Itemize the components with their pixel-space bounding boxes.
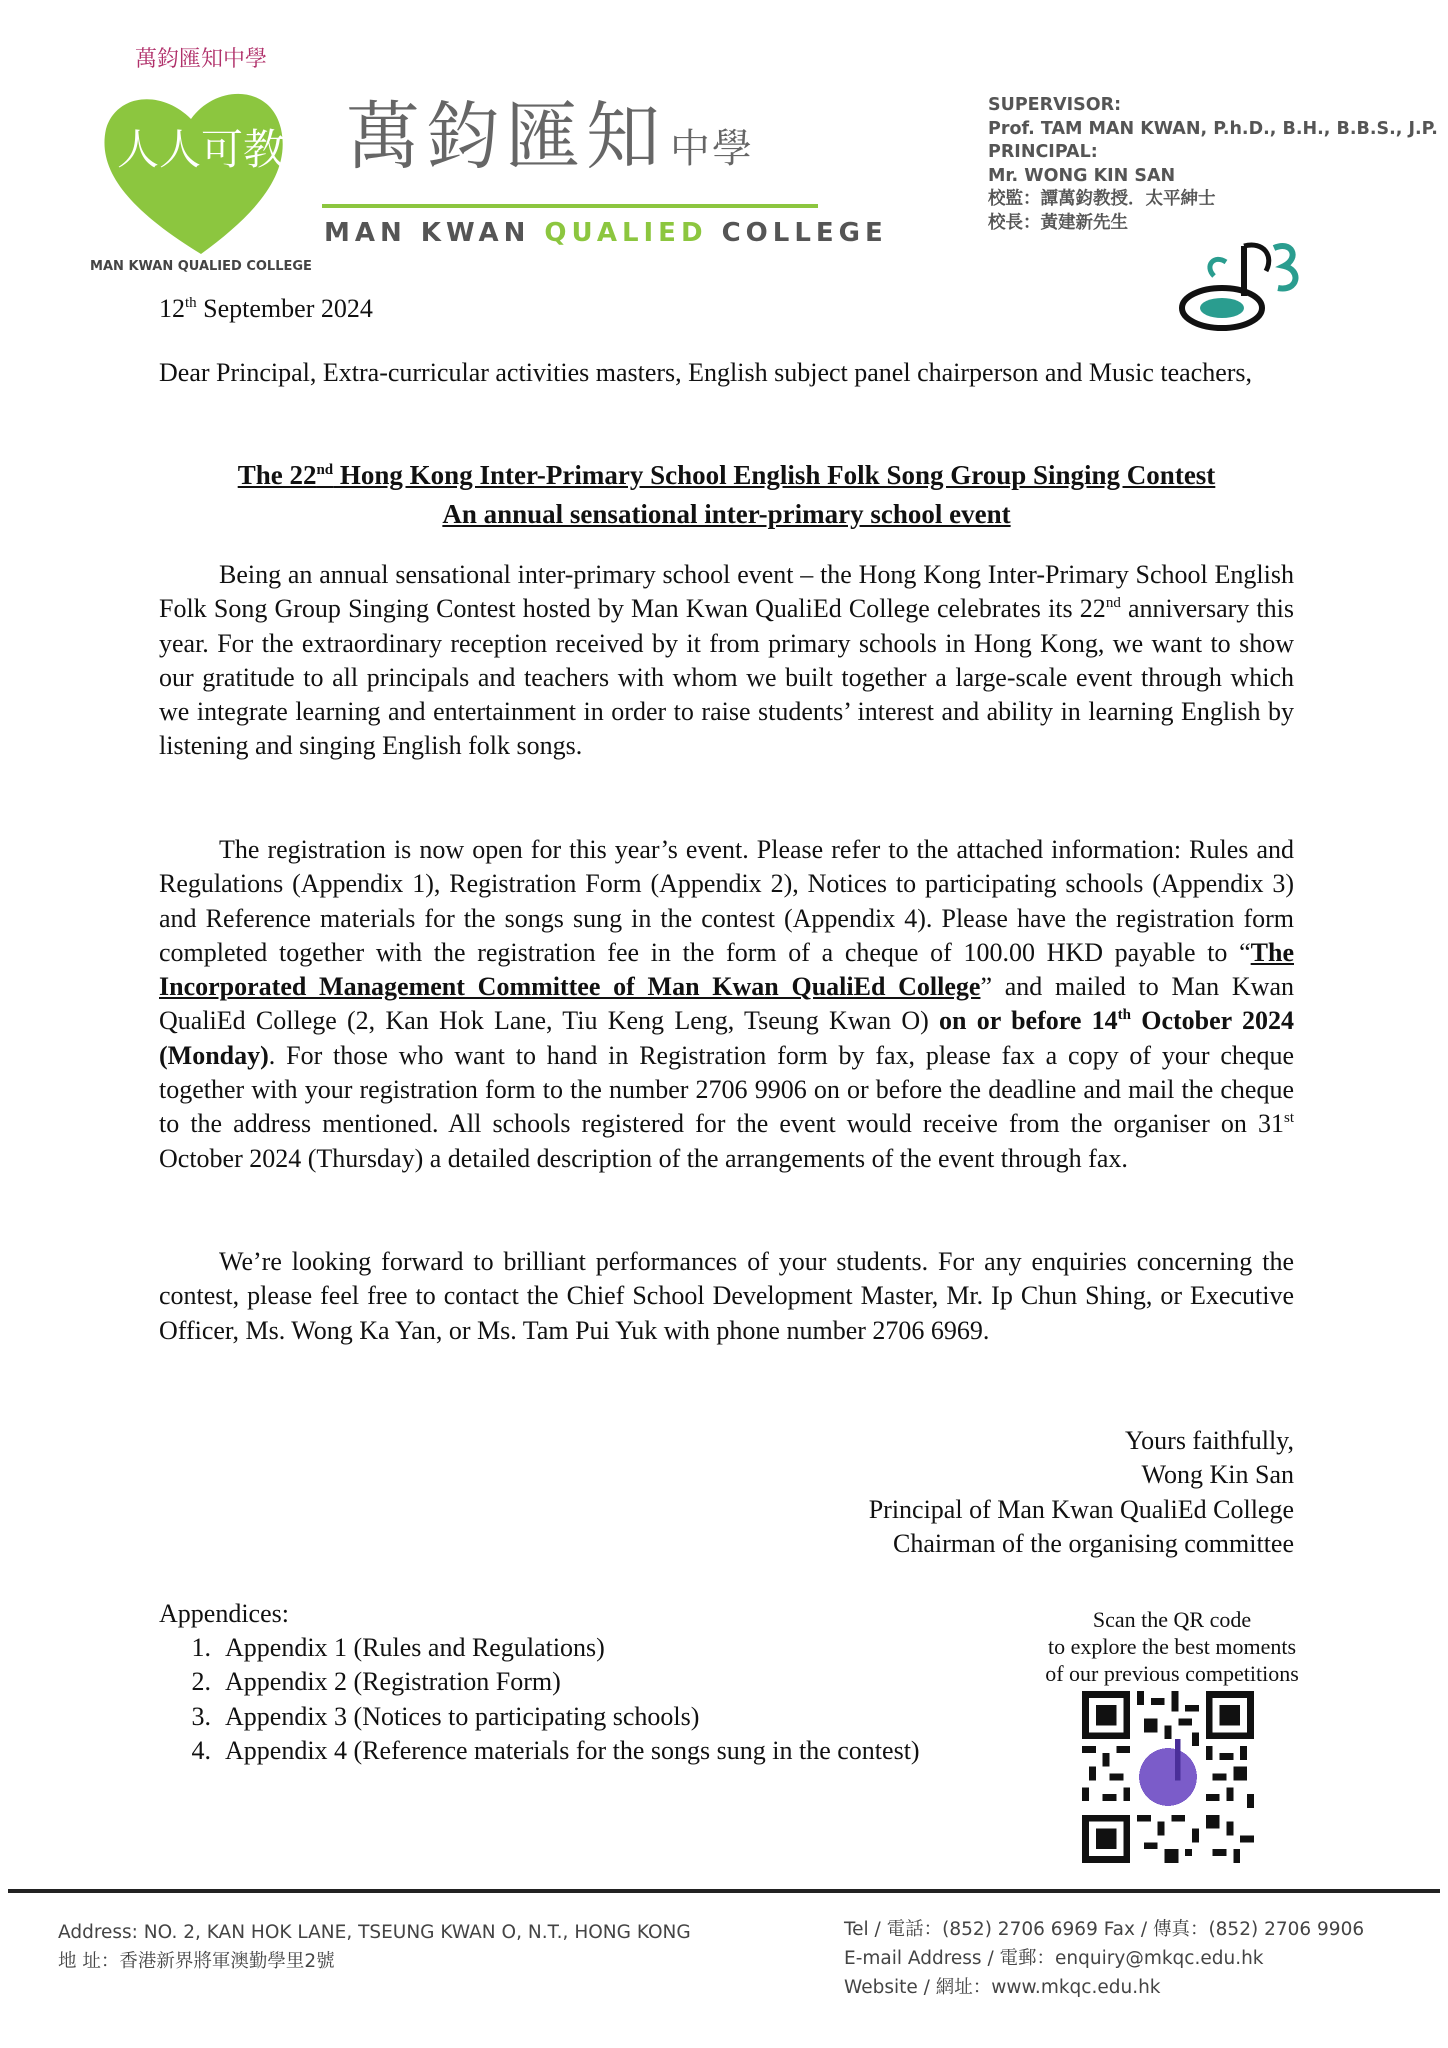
- date-day: 12: [159, 294, 185, 323]
- music-note-icon: [1174, 236, 1304, 336]
- logo-ring-english: MAN KWAN QUALIED COLLEGE: [90, 259, 312, 274]
- qr-caption: [1022, 1606, 1322, 1687]
- list-item: [159, 1631, 920, 1665]
- letter-closing: [869, 1424, 1294, 1561]
- paragraph-contact: We’re looking forward to brilliant performances of your students. For any enquiries concerning the contest, please feel free to contact the Chief School Development Master, Mr. Ip Chun Shing, or Executive Officer, Ms. Wong Ka Yan, or Ms. Tam Pui Yuk with phone number 2706 6969.: [159, 1247, 1294, 1345]
- email[interactable]: E-mail Address / 電郵：enquiry@mkqc.edu.hk: [844, 1948, 1264, 1969]
- para1-sup: nd: [1105, 595, 1121, 612]
- signatory-name: Wong Kin San: [1141, 1460, 1294, 1490]
- paragraph-registration: [159, 833, 1294, 1176]
- appendix-number: 2.: [191, 1667, 211, 1697]
- appendix-number: 1.: [191, 1633, 211, 1662]
- deadline-post: October 2024 (Monday): [159, 1006, 1294, 1070]
- qr-caption-line-3: of our previous competitions: [1045, 1661, 1299, 1686]
- qr-caption-line-1: Scan the QR code: [1092, 1607, 1252, 1632]
- para2-sup: st: [1283, 1110, 1294, 1127]
- footer-address: [58, 1918, 691, 1976]
- qr-caption-line-2: to explore the best moments: [1047, 1634, 1297, 1659]
- principal-chinese: 校長：黃建新先生: [988, 212, 1128, 233]
- school-name-english: [324, 218, 888, 248]
- signatory-role-2: Chairman of the organising committee: [893, 1528, 1294, 1558]
- school-name-chinese-suffix: 中學: [670, 126, 754, 172]
- list-item: [159, 1700, 920, 1734]
- signatory-role-1: Principal of Man Kwan QualiEd College: [868, 1494, 1294, 1524]
- appendix-text: Appendix 1 (Rules and Regulations): [225, 1633, 605, 1662]
- para2-b: ” and mailed to Man Kwan QualiEd College (2, Kan Hok Lane, Tiu Keng Leng, Tseung Kwan O): [159, 972, 1294, 1036]
- appendix-text: Appendix 4 (Reference materials for the songs sung in the contest): [225, 1735, 920, 1765]
- title1-pre: The 22: [237, 460, 317, 490]
- footer-divider: [8, 1889, 1440, 1893]
- footer-contacts: [844, 1915, 1364, 2002]
- appendices-list: [159, 1631, 920, 1768]
- principal-name: Mr. WONG KIN SAN: [988, 165, 1176, 186]
- qr-code[interactable]: [1082, 1691, 1254, 1863]
- school-name-english-highlight: QUALIED: [544, 218, 708, 248]
- school-name-chinese: [346, 94, 754, 180]
- supervisor-label: SUPERVISOR:: [988, 95, 1122, 115]
- school-logo-emblem: [66, 44, 336, 274]
- cheque-payee: The Incorporated Management Committee of Man Kwan QualiEd College: [159, 937, 1294, 1002]
- deadline-pre: on or before 14: [939, 1006, 1118, 1036]
- para2-c: . For those who want to hand in Registration form by fax, please fax a copy of your cheque together with your registration form to the number 2706 9906 on or before the deadline and mail the cheque to the address mentioned. All schools registered for the event would receive from the organiser on 31: [159, 1040, 1294, 1139]
- para2-a: The registration is now open for this year’s event. Please refer to the attached information: Rules and Regulations (Appendix 1), Registration Form (Appendix 2), Notices to participating schools (Appendix 3) and Reference materials for the songs sung in the contest (Appendix 4). Please have the registration form completed together with the registration fee in the form of a cheque of 100.00 HKD payable to “: [159, 835, 1294, 967]
- address-chinese: 地 址：香港新界將軍澳勤學里2號: [58, 1951, 335, 1972]
- school-name-english-suffix: COLLEGE: [707, 218, 888, 248]
- date-rest: September 2024: [196, 294, 373, 323]
- appendices-heading: Appendices:: [159, 1599, 289, 1628]
- list-item: [159, 1665, 920, 1699]
- title1-sup: nd: [316, 462, 334, 478]
- tel-fax: Tel / 電話：(852) 2706 6969 Fax / 傳真：(852) 2706 9906: [844, 1919, 1365, 1940]
- school-name-english-prefix: MAN KWAN: [324, 218, 545, 248]
- appendix-number: 4.: [191, 1735, 211, 1765]
- appendix-text: Appendix 3 (Notices to participating schools): [225, 1701, 700, 1731]
- school-name-chinese-main: 萬鈞匯知: [346, 94, 666, 180]
- date-suffix: th: [185, 295, 197, 311]
- valediction: Yours faithfully,: [1124, 1426, 1294, 1455]
- title1-post: Hong Kong Inter-Primary School English Folk Song Group Singing Contest: [333, 460, 1216, 490]
- address-english: Address: NO. 2, KAN HOK LANE, TSEUNG KWAN O, N.T., HONG KONG: [58, 1922, 691, 1943]
- paragraph-introduction: [159, 558, 1294, 764]
- logo-ring-chinese: 萬鈞匯知中學: [134, 47, 268, 72]
- salutation: Dear Principal, Extra-curricular activities masters, English subject panel chairperson and Music teachers,: [159, 358, 1253, 387]
- appendix-text: Appendix 2 (Registration Form): [225, 1667, 561, 1697]
- para1-a: Being an annual sensational inter-primary school event – the Hong Kong Inter-Primary School English Folk Song Group Singing Contest hosted by Man Kwan QualiEd College celebrates its 22: [159, 560, 1294, 624]
- supervisor-chinese: 校監：譚萬鈞教授．太平紳士: [988, 189, 1216, 209]
- school-officers: [988, 94, 1438, 235]
- para1-b: anniversary this year. For the extraordinary reception received by it from primary schools in Hong Kong, we want to show our gratitude to all principals and teachers with whom we built together a large-scale event through which we integrate learning and entertainment in order to raise students’ interest and ability in learning English by listening and singing English folk songs.: [159, 594, 1294, 761]
- letter-title: [159, 458, 1294, 492]
- logo-motto: 人人可教: [116, 125, 286, 174]
- principal-label: PRINCIPAL:: [988, 142, 1098, 162]
- appendix-number: 3.: [191, 1701, 211, 1731]
- letter-date: [159, 292, 373, 326]
- list-item: [159, 1734, 920, 1768]
- supervisor-name: Prof. TAM MAN KWAN, P.h.D., B.H., B.B.S., J.P.: [988, 118, 1438, 139]
- letter-subtitle: An annual sensational inter-primary school event: [442, 499, 1011, 529]
- logo-divider: [322, 204, 818, 208]
- deadline-sup: th: [1117, 1007, 1131, 1024]
- website[interactable]: Website / 網址：www.mkqc.edu.hk: [844, 1977, 1161, 1998]
- para2-d: October 2024 (Thursday) a detailed description of the arrangements of the event through fax.: [159, 1143, 1128, 1173]
